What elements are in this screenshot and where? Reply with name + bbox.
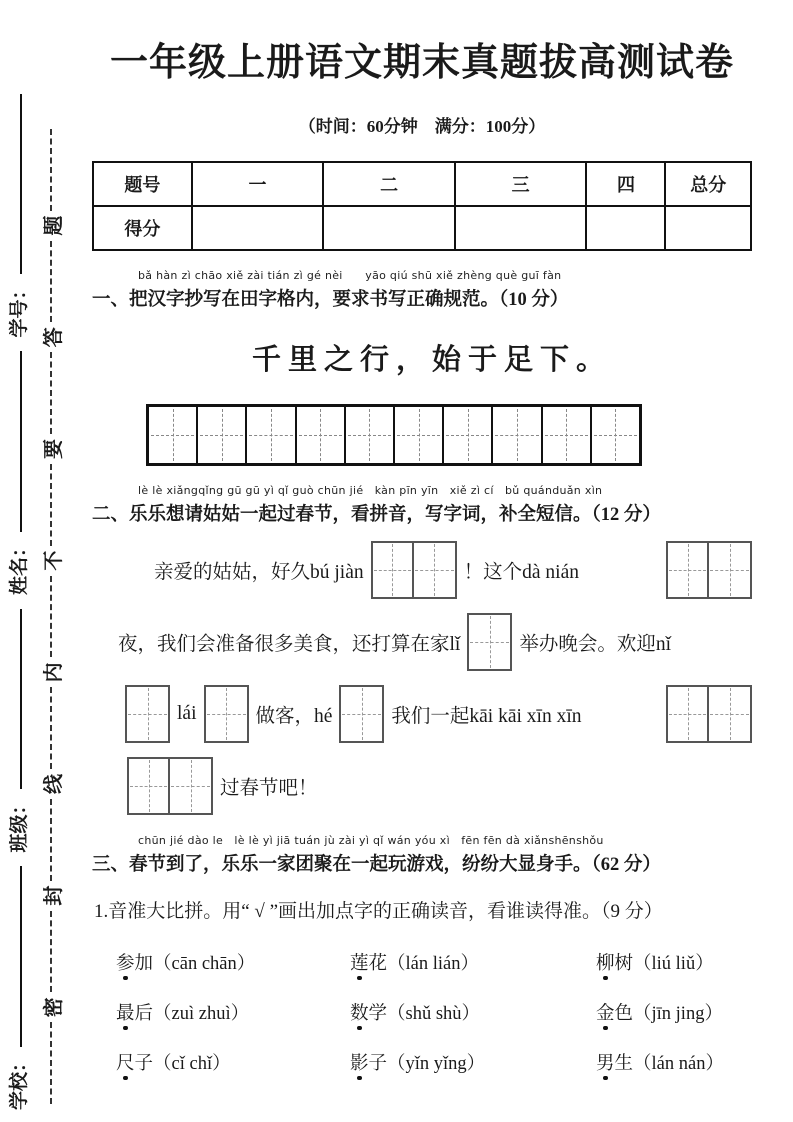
- tianzige-cell: [709, 687, 750, 741]
- name-field: [4, 338, 31, 596]
- score-row-label: 得分: [93, 206, 192, 250]
- tianzige-cell: [346, 407, 395, 463]
- dotted-char: 男: [596, 1049, 615, 1075]
- dotted-char: 尺: [116, 1049, 135, 1075]
- seal-char: 题: [42, 215, 65, 236]
- student-id-field: [4, 80, 31, 338]
- dotted-char: 金: [596, 999, 615, 1025]
- dotted-char: 最: [116, 999, 135, 1025]
- tianzige-cell: [592, 407, 639, 463]
- letter-line-2: [118, 612, 752, 672]
- word-item: [350, 949, 596, 975]
- score-cell: [665, 206, 751, 250]
- col-question-number: 题号: [93, 162, 192, 206]
- dotted-char: 莲: [350, 949, 369, 975]
- class-blank-line: [20, 609, 22, 789]
- score-cell: [192, 206, 324, 250]
- word-item: [116, 949, 350, 975]
- seal-dash: [50, 241, 52, 323]
- word-rest: 后（zuì zhuì）: [134, 1004, 250, 1024]
- col-section-1: 一: [192, 162, 324, 206]
- letter-text: 亲爱的姑姑，好久bú jiàn: [154, 562, 364, 583]
- school-field: [4, 853, 31, 1111]
- word-item: [116, 1049, 350, 1075]
- word-row: [116, 1037, 752, 1087]
- tianzige-cell: [444, 407, 493, 463]
- pronunciation-word-list: [116, 937, 752, 1087]
- word-rest: 色（jīn jing）: [614, 1004, 723, 1024]
- tianzige-cell: [493, 407, 542, 463]
- col-section-2: 二: [323, 162, 455, 206]
- seal-dash: [50, 576, 52, 658]
- tianzige-cell: [129, 759, 170, 813]
- page-title: 一年级上册语文期末真题拔高测试卷: [109, 42, 734, 84]
- letter-text: ！这个dà nián: [463, 562, 579, 583]
- tianzige-cell: [469, 615, 510, 669]
- word-item: [596, 1049, 752, 1075]
- word-item: [596, 999, 752, 1025]
- class-field: [4, 595, 31, 853]
- answer-box-2cell: [666, 685, 752, 743]
- dotted-char: 参: [116, 949, 135, 975]
- tianzige-cell: [341, 687, 382, 741]
- word-rest: 生（lán nán）: [614, 1054, 724, 1074]
- seal-char: 密: [42, 997, 65, 1018]
- seal-dash: [50, 129, 52, 211]
- tianzige-cell: [709, 543, 750, 597]
- letter-text: 过春节吧！: [220, 778, 318, 799]
- tianzige-cell: [414, 543, 455, 597]
- answer-box-1cell: [125, 685, 170, 743]
- tianzige-cell: [668, 687, 709, 741]
- seal-dash: [50, 799, 52, 881]
- name-blank-line: [20, 352, 22, 532]
- section1-heading: 一、把汉字抄写在田字格内，要求书写正确规范。（10 分）: [92, 290, 569, 310]
- word-rest: 加（cān chān）: [134, 954, 256, 974]
- section2-heading: 二、乐乐想请姑姑一起过春节，看拼音，写字词，补全短信。（12 分）: [92, 505, 661, 525]
- section3-heading: 三、春节到了，乐乐一家团聚在一起玩游戏，纷纷大显身手。（62 分）: [92, 855, 661, 875]
- student-id-blank-line: [20, 94, 22, 274]
- letter-text: 举办晚会。欢迎nǐ: [519, 634, 672, 655]
- seal-char: 内: [42, 662, 65, 683]
- letter-line-4: [120, 756, 752, 816]
- word-row: [116, 987, 752, 1037]
- section1-pinyin: bǎ hàn zì chāo xiě zài tián zì gé nèi yāo qiú shū xiě zhèng què guī fàn: [138, 269, 562, 282]
- section2-pinyin: lè lè xiǎngqǐng gū gū yì qǐ guò chūn jié kàn pīn yīn xiě zì cí bǔ quánduǎn xìn: [138, 484, 603, 497]
- seal-dash: [50, 1022, 52, 1104]
- class-label: 班级：: [8, 795, 30, 853]
- letter-text: 做客，hé: [255, 706, 333, 727]
- exam-time-score: （时间：60分钟 满分：100分）: [298, 117, 546, 136]
- seal-dash: [50, 911, 52, 993]
- student-info-line: [2, 80, 32, 1110]
- letter-line-3: [118, 684, 752, 744]
- answer-box-2cell: [371, 541, 457, 599]
- seal-dash: [50, 352, 52, 434]
- section3-pinyin: chūn jié dào le lè lè yì jiā tuán jù zài yì qǐ wán yóu xì fēn fēn dà xiǎnshēnshǒu: [138, 834, 604, 847]
- exam-content: [92, 38, 752, 1087]
- tianzige-writing-row: [146, 404, 642, 466]
- seal-char: 答: [42, 327, 65, 348]
- seal-char: 不: [42, 550, 65, 571]
- answer-box-2cell: [666, 541, 752, 599]
- tianzige-cell: [297, 407, 346, 463]
- seal-dash: [50, 464, 52, 546]
- tianzige-cell: [149, 407, 198, 463]
- col-section-4: 四: [586, 162, 665, 206]
- tianzige-cell: [373, 543, 414, 597]
- seal-char: 要: [42, 438, 65, 459]
- name-label: 姓名：: [8, 537, 30, 595]
- student-id-label: 学号：: [8, 280, 30, 338]
- tianzige-cell: [198, 407, 247, 463]
- tianzige-cell: [206, 687, 247, 741]
- col-section-3: 三: [455, 162, 587, 206]
- school-label: 学校：: [8, 1052, 30, 1110]
- letter-text: 我们一起kāi kāi xīn xīn: [391, 706, 582, 727]
- word-rest: 花（lán lián）: [368, 954, 479, 974]
- word-rest: 树（liú liǔ）: [614, 954, 714, 974]
- word-item: [116, 999, 350, 1025]
- word-item: [596, 949, 752, 975]
- seal-char: 线: [42, 773, 65, 794]
- answer-box-2cell: [127, 757, 213, 815]
- score-cell: [586, 206, 665, 250]
- word-row: [116, 937, 752, 987]
- word-rest: 学（shǔ shù）: [368, 1004, 481, 1024]
- school-blank-line: [20, 867, 22, 1047]
- score-table-score-row: [93, 206, 751, 250]
- dotted-char: 柳: [596, 949, 615, 975]
- tianzige-cell: [127, 687, 168, 741]
- dotted-char: 数: [350, 999, 369, 1025]
- dotted-char: 影: [350, 1049, 369, 1075]
- word-rest: 子（cǐ chǐ）: [134, 1054, 231, 1074]
- score-table-header-row: [93, 162, 751, 206]
- word-item: [350, 999, 596, 1025]
- letter-text: 夜，我们会准备很多美食，还打算在家lǐ: [118, 634, 461, 655]
- answer-box-1cell: [339, 685, 384, 743]
- tianzige-cell: [247, 407, 296, 463]
- score-cell: [455, 206, 587, 250]
- seal-char: 封: [42, 885, 65, 906]
- letter-line-1: [154, 540, 752, 600]
- tianzige-cell: [170, 759, 211, 813]
- seal-line: [36, 129, 66, 1104]
- answer-box-1cell: [467, 613, 512, 671]
- answer-box-1cell: [204, 685, 249, 743]
- letter-body: [92, 540, 752, 816]
- tianzige-cell: [395, 407, 444, 463]
- copy-sentence: 千里之行，始于足下。: [252, 344, 613, 376]
- col-total: 总分: [665, 162, 751, 206]
- score-table: [92, 161, 752, 251]
- tianzige-cell: [543, 407, 592, 463]
- subquestion-1: 1.音准大比拼。用“ √ ”画出加点字的正确读音，看谁读得准。（9 分）: [94, 901, 663, 922]
- tianzige-cell: [668, 543, 709, 597]
- word-rest: 子（yǐn yǐng）: [368, 1054, 486, 1074]
- letter-text: lái: [177, 703, 197, 724]
- score-cell: [323, 206, 455, 250]
- word-item: [350, 1049, 596, 1075]
- seal-dash: [50, 687, 52, 769]
